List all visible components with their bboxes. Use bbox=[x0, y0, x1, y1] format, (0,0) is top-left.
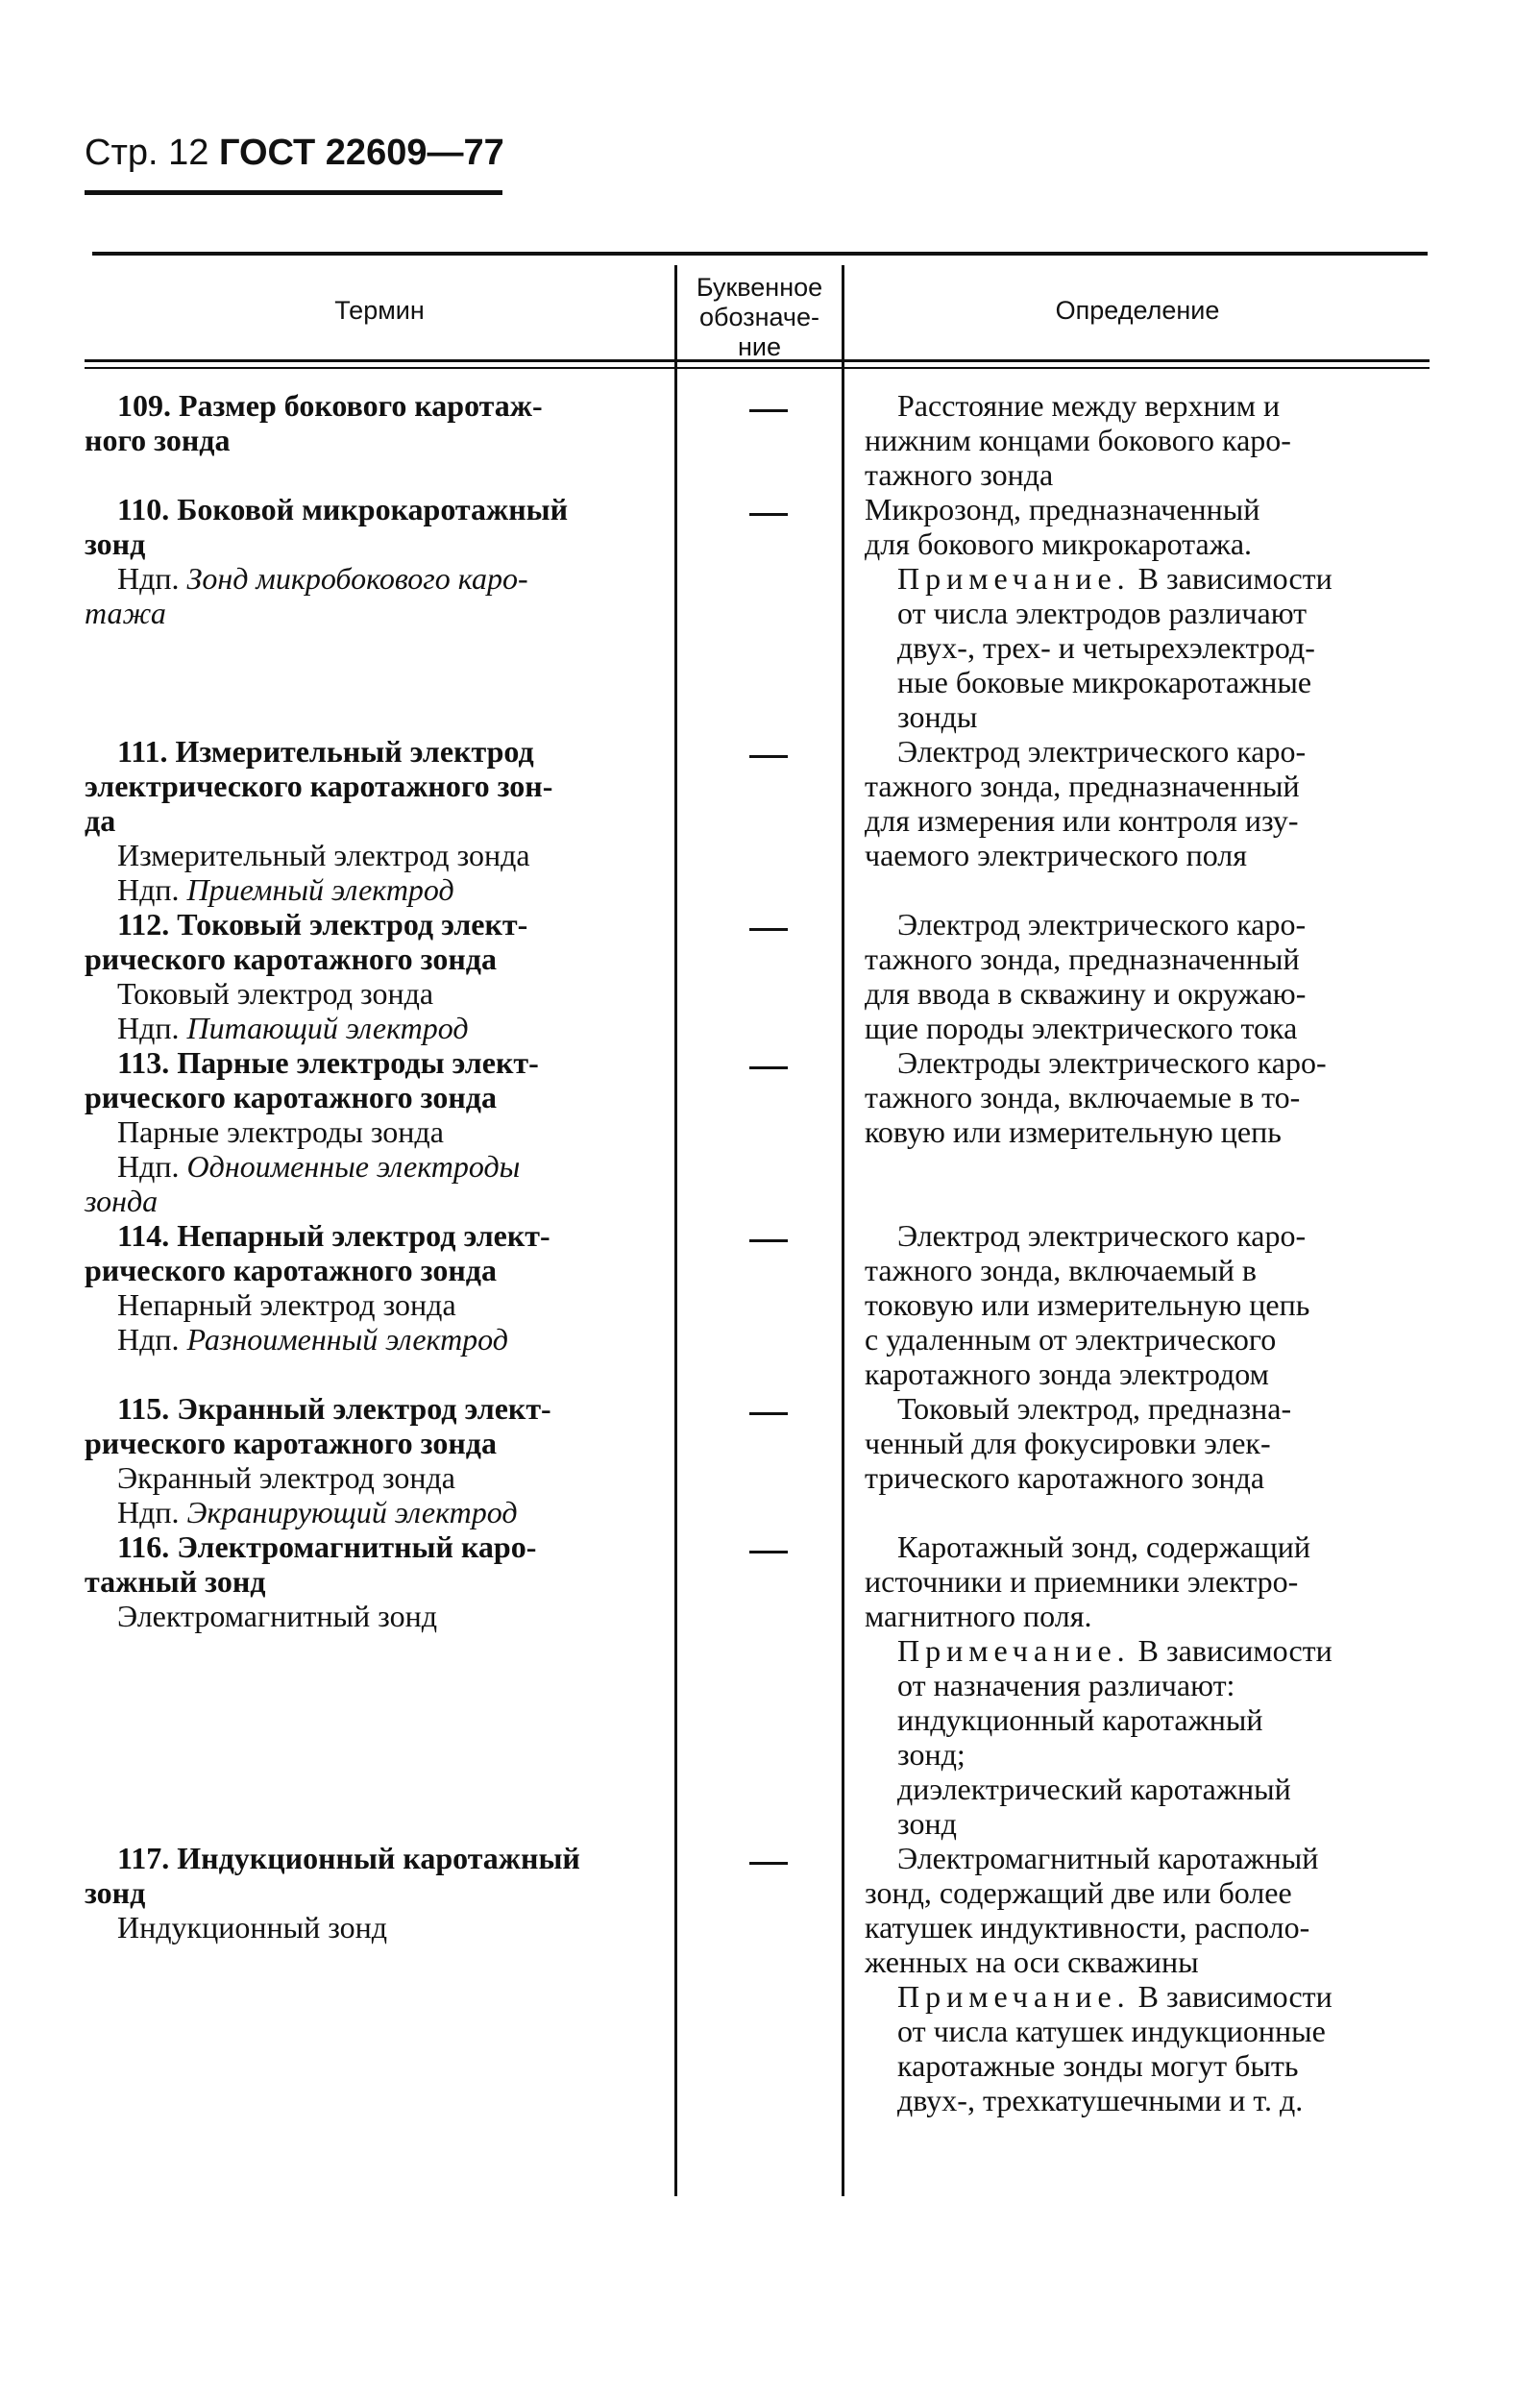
letter-dash-110 bbox=[749, 513, 788, 516]
table-row-110-term: 110. Боковой микрокаротажный зонд Ндп. Зонд микробокового каро- тажа bbox=[85, 492, 569, 630]
table-row-111-term: 111. Измерительный электрод электрического каротажного зон- да Измерительный электрод зонда Ндп. Приемный электрод bbox=[85, 734, 553, 907]
page-label: Стр. 12 bbox=[85, 133, 209, 173]
table-row-110-definition: Микрозонд, предназначенный для бокового микрокаротажа. Примечание. В зависимости от числа электродов различают двух-, трех- и четырехэлектрод- ные боковые микрокаротажные зонды bbox=[865, 492, 1431, 734]
letter-dash-111 bbox=[749, 755, 788, 758]
ndp-prefix: Ндп. bbox=[117, 561, 180, 596]
note-label: Примечание. bbox=[897, 561, 1131, 596]
column-divider-right bbox=[842, 265, 844, 2196]
table-row-115-term: 115. Экранный электрод элект- рического каротажного зонда Экранный электрод зонда Ндп. Экранирующий электрод bbox=[85, 1391, 551, 1529]
header-rule bbox=[85, 190, 502, 195]
note-116: Примечание. В зависимости bbox=[897, 1633, 1332, 1668]
page-header bbox=[85, 133, 504, 174]
table-row-114-term: 114. Непарный электрод элект- рического каротажного зонда Непарный электрод зонда Ндп. Разноименный электрод bbox=[85, 1218, 550, 1357]
table-row-111-definition: Электрод электрического каро- тажного зонда, предназначенный для измерения или контроля изу- чаемого электрического поля bbox=[865, 734, 1307, 872]
ndp-prefix: Ндп. bbox=[117, 1149, 180, 1184]
standard-number: ГОСТ 22609—77 bbox=[218, 133, 504, 173]
column-header-term: Термин bbox=[334, 296, 425, 325]
ndp-prefix: Ндп. bbox=[117, 1011, 180, 1045]
letter-dash-116 bbox=[749, 1551, 788, 1553]
note-110: Примечание. В зависимости bbox=[897, 561, 1332, 596]
table-row-114-definition: Электрод электрического каро- тажного зонда, включаемый в токовую или измерительную цепь с удаленным от электрического каротажного зонда электродом bbox=[865, 1218, 1310, 1391]
table-row-112-term: 112. Токовый электрод элект- рического каротажного зонда Токовый электрод зонда Ндп. Питающий электрод bbox=[85, 907, 528, 1045]
note-label: Примечание. bbox=[897, 1633, 1131, 1668]
letter-dash-112 bbox=[749, 928, 788, 931]
letter-dash-109 bbox=[749, 409, 788, 412]
table-row-116-term: 116. Электромагнитный каро- тажный зонд Электромагнитный зонд bbox=[85, 1529, 537, 1633]
letter-dash-113 bbox=[749, 1066, 788, 1069]
column-header-letter: Буквенное обозначе- ние bbox=[696, 273, 823, 362]
table-row-117-definition: Электромагнитный каротажный зонд, содержащий две или более катушек индуктивности, располо- женных на оси скважины Примечание. В зависимости от числа катушек индукционные каротажные зонды могут быть двух-, трехкатушечными и т. д. bbox=[865, 1841, 1431, 2117]
table-row-116-definition: Каротажный зонд, содержащий источники и приемники электро- магнитного поля. Примечание. В зависимости от назначения различают: индукционный каротажный зонд; диэлектрический каротажный зонд bbox=[865, 1529, 1431, 1841]
note-117: Примечание. В зависимости bbox=[897, 1979, 1332, 2014]
ndp-prefix: Ндп. bbox=[117, 1322, 180, 1357]
letter-dash-114 bbox=[749, 1239, 788, 1242]
table-row-117-term: 117. Индукционный каротажный зонд Индукционный зонд bbox=[85, 1841, 580, 1945]
table-row-115-definition: Токовый электрод, предназна- ченный для фокусировки элек- трического каротажного зонда bbox=[865, 1391, 1292, 1495]
table-row-109-term: 109. Размер бокового каротаж- ного зонда bbox=[85, 388, 543, 457]
table-row-112-definition: Электрод электрического каро- тажного зонда, предназначенный для ввода в скважину и окружаю- щие породы электрического тока bbox=[865, 907, 1307, 1045]
table-head-rule-2 bbox=[85, 367, 1430, 369]
ndp-prefix: Ндп. bbox=[117, 1495, 180, 1529]
ndp-prefix: Ндп. bbox=[117, 872, 180, 907]
column-header-definition: Определение bbox=[1055, 296, 1220, 325]
letter-dash-117 bbox=[749, 1862, 788, 1865]
note-label: Примечание. bbox=[897, 1979, 1131, 2014]
table-top-rule bbox=[92, 252, 1428, 256]
table-row-109-definition: Расстояние между верхним и нижним концами бокового каро- тажного зонда bbox=[865, 388, 1291, 492]
table-row-113-definition: Электроды электрического каро- тажного зонда, включаемые в то- ковую или измерительную цепь bbox=[865, 1045, 1327, 1149]
table-row-113-term: 113. Парные электроды элект- рического каротажного зонда Парные электроды зонда Ндп. Одноименные электроды зонда bbox=[85, 1045, 539, 1218]
letter-dash-115 bbox=[749, 1412, 788, 1415]
column-divider-left bbox=[674, 265, 677, 2196]
